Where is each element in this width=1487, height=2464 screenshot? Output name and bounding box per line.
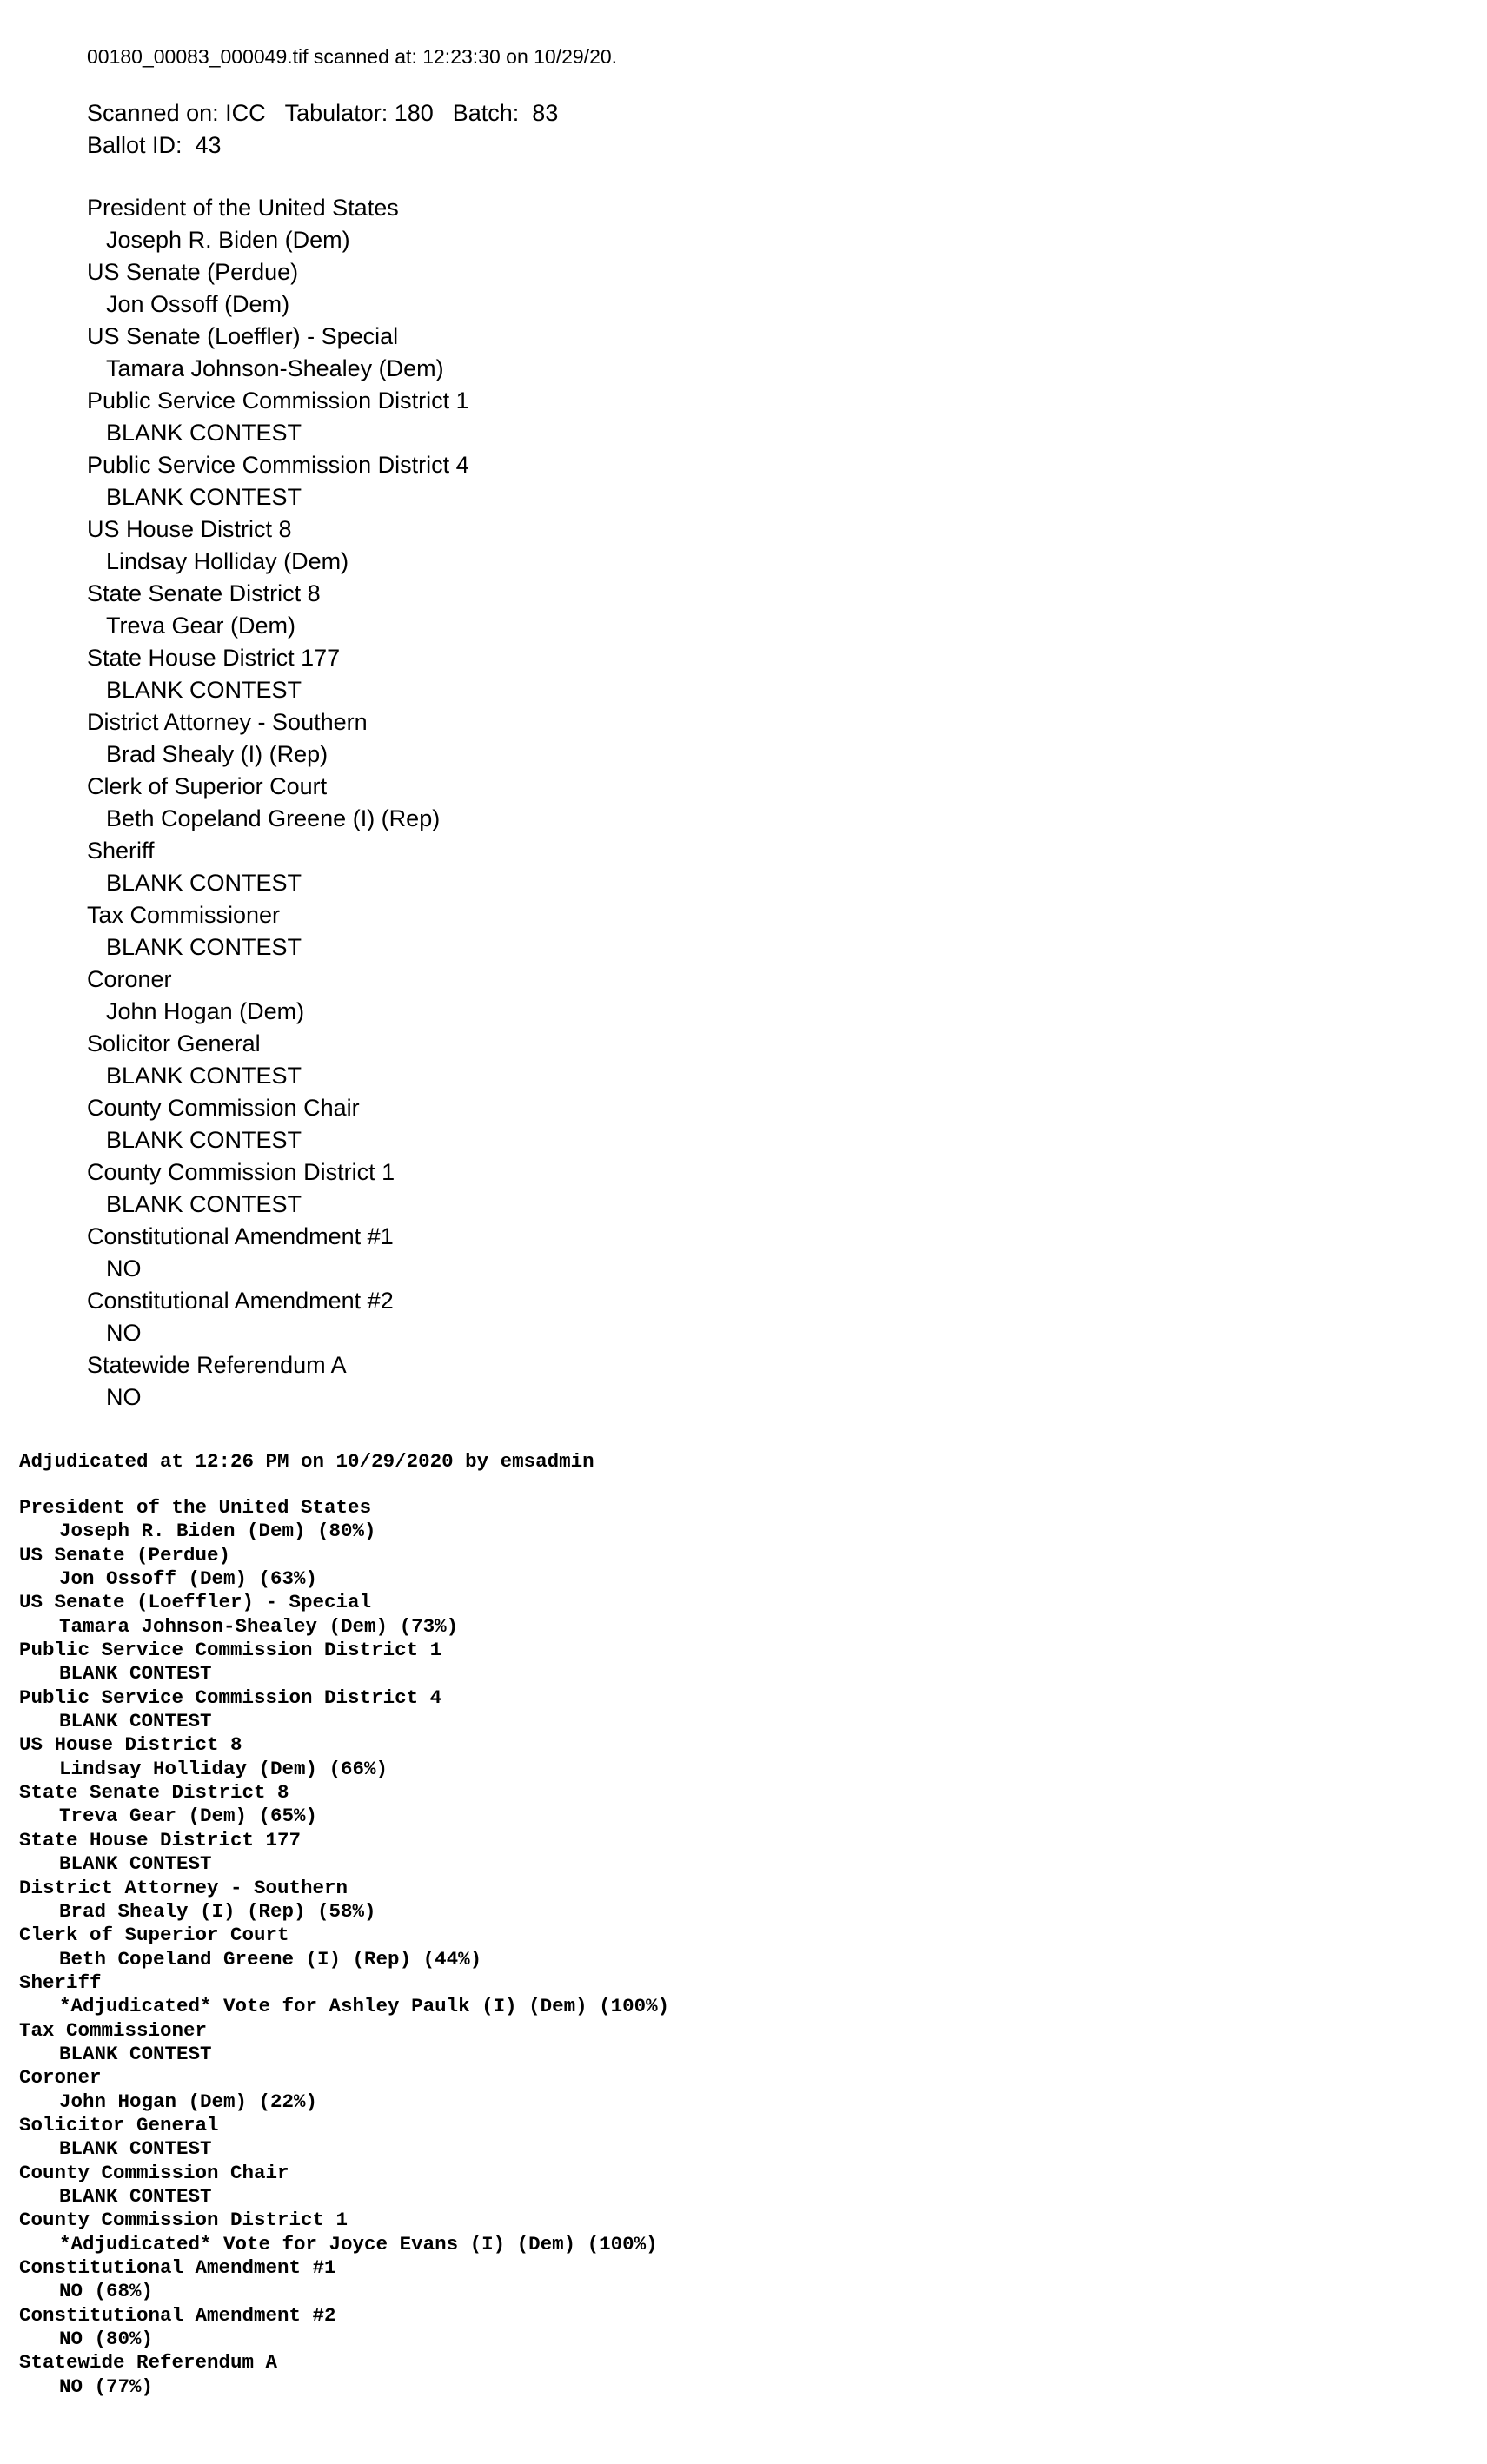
- scanned-contest-title: Coroner: [87, 966, 172, 992]
- adjudicated-contest-title: Constitutional Amendment #2: [19, 2303, 336, 2327]
- scanned-contest-title: County Commission Chair: [87, 1095, 360, 1121]
- scanned-contest-title: US Senate (Perdue): [87, 259, 299, 285]
- adjudicated-contest-choice: Lindsay Holliday (Dem) (66%): [59, 1757, 388, 1780]
- tabulator-text: Tabulator: 180: [284, 100, 434, 126]
- scanned-contest-choice: BLANK CONTEST: [106, 484, 302, 510]
- scanned-contest-choice: Brad Shealy (I) (Rep): [106, 741, 329, 767]
- adjudicated-contest-title: Sheriff: [19, 1971, 102, 1994]
- adjudicated-contest-choice: BLANK CONTEST: [59, 1852, 212, 1876]
- scanned-contest-choice: BLANK CONTEST: [106, 677, 302, 703]
- adjudicated-contest-title: US House District 8: [19, 1733, 242, 1757]
- scanned-contest-title: Public Service Commission District 4: [87, 452, 469, 478]
- adjudicated-contest-title: Solicitor General: [19, 2113, 219, 2136]
- scanned-contest-choice: BLANK CONTEST: [106, 934, 302, 960]
- scanned-contest-choice: Joseph R. Biden (Dem): [106, 227, 350, 253]
- scanned-contest-choice: NO: [106, 1320, 142, 1346]
- scan-meta: [87, 97, 558, 162]
- scanned-contest-title: Statewide Referendum A: [87, 1352, 347, 1378]
- adjudicated-contest-title: US Senate (Perdue): [19, 1543, 231, 1566]
- adjudicated-contest-title: US Senate (Loeffler) - Special: [19, 1591, 372, 1614]
- scanned-contest-choice: NO: [106, 1255, 142, 1282]
- adjudicated-contest-title: Public Service Commission District 4: [19, 1686, 442, 1709]
- adjudicated-contest-choice: BLANK CONTEST: [59, 1662, 212, 1686]
- scanned-contest-title: Clerk of Superior Court: [87, 773, 328, 799]
- scanned-contest-title: Public Service Commission District 1: [87, 387, 469, 414]
- adjudicated-contest-choice: Brad Shealy (I) (Rep) (58%): [59, 1899, 376, 1923]
- scanned-contest-title: Sheriff: [87, 838, 155, 864]
- adjudicated-contest-choice: NO (77%): [59, 2375, 154, 2398]
- adjudicated-contest-choice: *Adjudicated* Vote for Ashley Paulk (I) (Dem) (100%): [59, 1995, 670, 2018]
- adjudicated-contest-choice: Jon Ossoff (Dem) (63%): [59, 1567, 318, 1591]
- adjudicated-contest-choice: Joseph R. Biden (Dem) (80%): [59, 1520, 376, 1543]
- scanned-contest-list: [87, 192, 469, 1414]
- scanned-contest-title: Constitutional Amendment #2: [87, 1288, 394, 1314]
- scanned-contest-choice: Jon Ossoff (Dem): [106, 291, 290, 317]
- scan-header-line: 00180_00083_000049.tif scanned at: 12:23:30 on 10/29/20.: [87, 45, 618, 68]
- scanned-contest-choice: BLANK CONTEST: [106, 870, 302, 896]
- adjudicated-contest-title: Statewide Referendum A: [19, 2351, 278, 2375]
- adjudicated-contest-list: [19, 1496, 669, 2399]
- scanned-contest-choice: BLANK CONTEST: [106, 1127, 302, 1153]
- scanned-contest-title: District Attorney - Southern: [87, 709, 368, 735]
- adjudicated-contest-title: Tax Commissioner: [19, 2018, 208, 2042]
- adjudicated-contest-choice: BLANK CONTEST: [59, 1710, 212, 1733]
- scanned-contest-title: US House District 8: [87, 516, 292, 542]
- adjudicated-contest-choice: BLANK CONTEST: [59, 2184, 212, 2208]
- scanned-on-text: Scanned on: ICC: [87, 100, 266, 126]
- scanned-contest-choice: BLANK CONTEST: [106, 1191, 302, 1217]
- scan-meta-row: [87, 97, 558, 129]
- adjudicated-contest-title: Constitutional Amendment #1: [19, 2256, 336, 2279]
- adjudicated-contest-choice: NO (68%): [59, 2280, 154, 2303]
- scanned-contest-choice: BLANK CONTEST: [106, 1063, 302, 1089]
- scanned-contest-title: Tax Commissioner: [87, 902, 281, 928]
- adjudicated-contest-title: State House District 177: [19, 1828, 302, 1851]
- adjudicated-contest-choice: John Hogan (Dem) (22%): [59, 2090, 318, 2113]
- scanned-contest-title: County Commission District 1: [87, 1159, 395, 1185]
- batch-text: Batch: 83: [452, 100, 559, 126]
- adjudicated-contest-choice: Treva Gear (Dem) (65%): [59, 1805, 318, 1828]
- scanned-contest-title: State Senate District 8: [87, 580, 321, 606]
- scanned-contest-title: Constitutional Amendment #1: [87, 1223, 394, 1249]
- adjudicated-contest-choice: *Adjudicated* Vote for Joyce Evans (I) (Dem) (100%): [59, 2232, 658, 2255]
- scanned-contest-title: President of the United States: [87, 195, 399, 221]
- adjudicated-contest-choice: BLANK CONTEST: [59, 2042, 212, 2065]
- scanned-contest-title: US Senate (Loeffler) - Special: [87, 323, 399, 349]
- scanned-contest-choice: Treva Gear (Dem): [106, 613, 296, 639]
- scanned-contest-choice: Beth Copeland Greene (I) (Rep): [106, 805, 441, 831]
- scanned-contest-choice: Tamara Johnson-Shealey (Dem): [106, 355, 444, 381]
- scanned-contest-title: State House District 177: [87, 645, 341, 671]
- adjudicated-contest-title: County Commission Chair: [19, 2161, 289, 2184]
- adjudicated-contest-title: President of the United States: [19, 1496, 372, 1519]
- scanned-contest-choice: NO: [106, 1384, 142, 1410]
- ballot-id-text: Ballot ID: 43: [87, 132, 222, 158]
- adjudicated-contest-title: County Commission District 1: [19, 2209, 349, 2232]
- adjudicated-contest-choice: Tamara Johnson-Shealey (Dem) (73%): [59, 1614, 459, 1638]
- adjudicated-contest-choice: BLANK CONTEST: [59, 2137, 212, 2161]
- adjudicated-contest-choice: Beth Copeland Greene (I) (Rep) (44%): [59, 1947, 482, 1971]
- scanned-contest-choice: BLANK CONTEST: [106, 420, 302, 446]
- adjudicated-contest-title: Clerk of Superior Court: [19, 1924, 289, 1947]
- adjudication-title: Adjudicated at 12:26 PM on 10/29/2020 by emsadmin: [19, 1450, 594, 1473]
- scanned-contest-choice: Lindsay Holliday (Dem): [106, 548, 349, 574]
- scanned-contest-choice: John Hogan (Dem): [106, 998, 305, 1024]
- scanned-contest-title: Solicitor General: [87, 1030, 261, 1056]
- adjudicated-contest-title: State Senate District 8: [19, 1781, 289, 1805]
- adjudicated-contest-title: District Attorney - Southern: [19, 1876, 349, 1899]
- adjudicated-contest-title: Coroner: [19, 2066, 102, 2090]
- adjudicated-contest-choice: NO (80%): [59, 2328, 154, 2351]
- adjudicated-contest-title: Public Service Commission District 1: [19, 1639, 442, 1662]
